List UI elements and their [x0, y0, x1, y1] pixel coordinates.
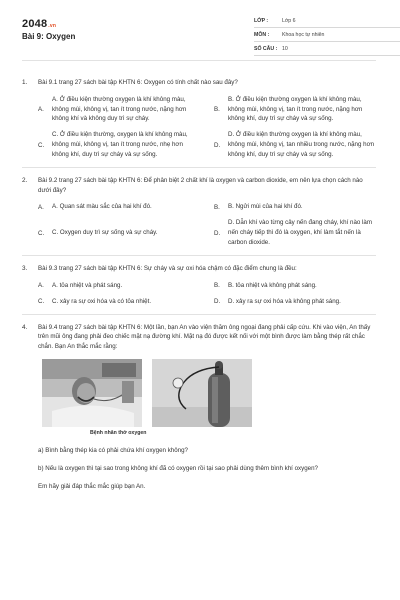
option-letter: A. [38, 203, 44, 211]
meta-value: Khoa học tự nhiên [282, 32, 325, 39]
option-letter: B. [214, 105, 220, 113]
option-text: A. tỏa nhiệt và phát sáng. [52, 281, 123, 289]
question-3 [22, 255, 376, 306]
answer-options [38, 281, 376, 307]
meta-key: MÔN : [254, 32, 270, 39]
meta-row-subject [254, 28, 400, 42]
option-text: B. Ở điều kiện thường oxygen là khí không màu, không mùi, không vị, tan ít trong nước, nặng hơn không khí, duy trì sự cháy và sự sống. [228, 95, 363, 123]
option-text: B. Ngửi mùi của hai khí đó. [228, 203, 303, 211]
answer-option-d[interactable] [214, 297, 376, 307]
answer-option-a[interactable] [38, 95, 200, 125]
question-text: Bài 9.1 trang 27 sách bài tập KHTN 6: Oxygen có tính chất nào sau đây? [38, 79, 238, 86]
option-letter: A. [38, 105, 44, 113]
answer-option-d[interactable] [214, 218, 376, 248]
question-text: Bài 9.4 trang 27 sách bài tập KHTN 6: Một lần, bạn An vào viện thăm ông ngoại đang phải cấp cứu. Khi vào viện, An thấy trên mũi ông đang phải đeo chiếc mặt nạ đường khí. Mặt nạ đó được kết nối với một bình được làm bằng thép rất chắc chắn. Bạn An thắc mắc rằng: [38, 323, 371, 350]
meta-value: Lớp 6 [282, 18, 296, 25]
sub-question-b: b) Nếu là oxygen thì tại sao trong không khí đã có oxygen rồi tại sao phải dùng thêm bình khí oxygen? [38, 465, 318, 473]
question-number: 1. [22, 79, 28, 86]
question-number: 4. [22, 323, 28, 331]
option-text: C. Ở điều kiện thường, oxygen là khí không màu, không mùi, không vị, tan ít trong nước, nhẹ hơn không khí, duy trì sự cháy và sự sống. [52, 131, 188, 159]
option-letter: C. [38, 141, 45, 149]
option-text: C. xảy ra sự oxi hóa và có tỏa nhiệt. [52, 297, 152, 305]
meta-row-count [254, 42, 400, 56]
question-list [22, 78, 376, 492]
option-letter: C. [38, 297, 45, 305]
question-number: 2. [22, 177, 28, 185]
option-letter: B. [214, 281, 220, 289]
sub-question-a: a) Bình bằng thép kia có phải chứa khí oxygen không? [38, 447, 188, 455]
answer-option-a[interactable] [38, 281, 200, 291]
header-divider [22, 60, 376, 61]
meta-key: SỐ CÂU : [254, 46, 278, 53]
answer-option-d[interactable] [214, 130, 376, 160]
option-letter: D. [214, 229, 221, 237]
figure-caption: Bệnh nhân thở oxygen [90, 430, 147, 437]
logo-suffix: .vn [48, 23, 57, 29]
option-text: A. Ở điều kiện thường oxygen là khí không màu, không mùi, không vị, tan ít trong nước, nặng hơn không khí và không duy trì sự cháy. [52, 95, 187, 123]
answer-options [38, 95, 376, 161]
answer-option-b[interactable] [214, 95, 376, 125]
option-text: D. xảy ra sự oxi hóa và không phát sáng. [228, 297, 341, 305]
question-2 [22, 167, 376, 248]
question-text: Bài 9.2 trang 27 sách bài tập KHTN 6: Để phân biệt 2 chất khí là oxygen và carbon dioxide, em nên lựa chọn cách nào dưới đây? [38, 177, 363, 194]
figure-images [42, 359, 376, 427]
meta-row-grade [254, 14, 400, 28]
answer-option-a[interactable] [38, 202, 200, 212]
question-1 [22, 78, 376, 160]
oxygen-tank-photo [152, 359, 252, 427]
logo-text: 2048 [22, 18, 48, 30]
option-letter: B. [214, 203, 220, 211]
answer-option-b[interactable] [214, 202, 376, 212]
meta-panel [254, 14, 400, 56]
meta-key: LỚP : [254, 18, 269, 25]
option-letter: D. [214, 141, 221, 149]
option-text: B. tỏa nhiệt và không phát sáng. [228, 281, 317, 289]
patient-photo [42, 359, 142, 427]
question-text: Bài 9.3 trang 27 sách bài tập KHTN 6: Sự cháy và sự oxi hóa chậm có đặc điểm chung là đều: [38, 265, 297, 273]
option-text: A. Quan sát màu sắc của hai khí đó. [52, 203, 152, 211]
answer-option-b[interactable] [214, 281, 376, 291]
option-letter: D. [214, 297, 221, 305]
question-number: 3. [22, 265, 28, 273]
option-letter: C. [38, 229, 45, 237]
answer-option-c[interactable] [38, 297, 200, 307]
answer-option-c[interactable] [38, 130, 200, 160]
answer-option-c[interactable] [38, 218, 200, 248]
sub-question-c: Em hãy giải đáp thắc mắc giúp bạn An. [38, 482, 146, 490]
worksheet-header [22, 0, 376, 62]
option-text: D. Ở điều kiện thường oxygen là khí không màu, không mùi, không vị, tan nhiều trong nước, nặng hơn không khí, duy trì sự cháy và sự sống. [228, 131, 375, 159]
option-text: D. Dẫn khí vào từng cây nến đang cháy, khí nào làm nến cháy tiếp thì đó là oxygen, khí làm tắt nến là carbon dioxide. [228, 219, 373, 247]
page-title: Bài 9: Oxygen [22, 32, 76, 41]
meta-value: 10 [282, 46, 288, 53]
option-letter: A. [38, 281, 44, 289]
option-text: C. Oxygen duy trì sự sống và sự cháy. [52, 229, 158, 237]
question-4 [22, 314, 376, 492]
answer-options [38, 202, 376, 248]
